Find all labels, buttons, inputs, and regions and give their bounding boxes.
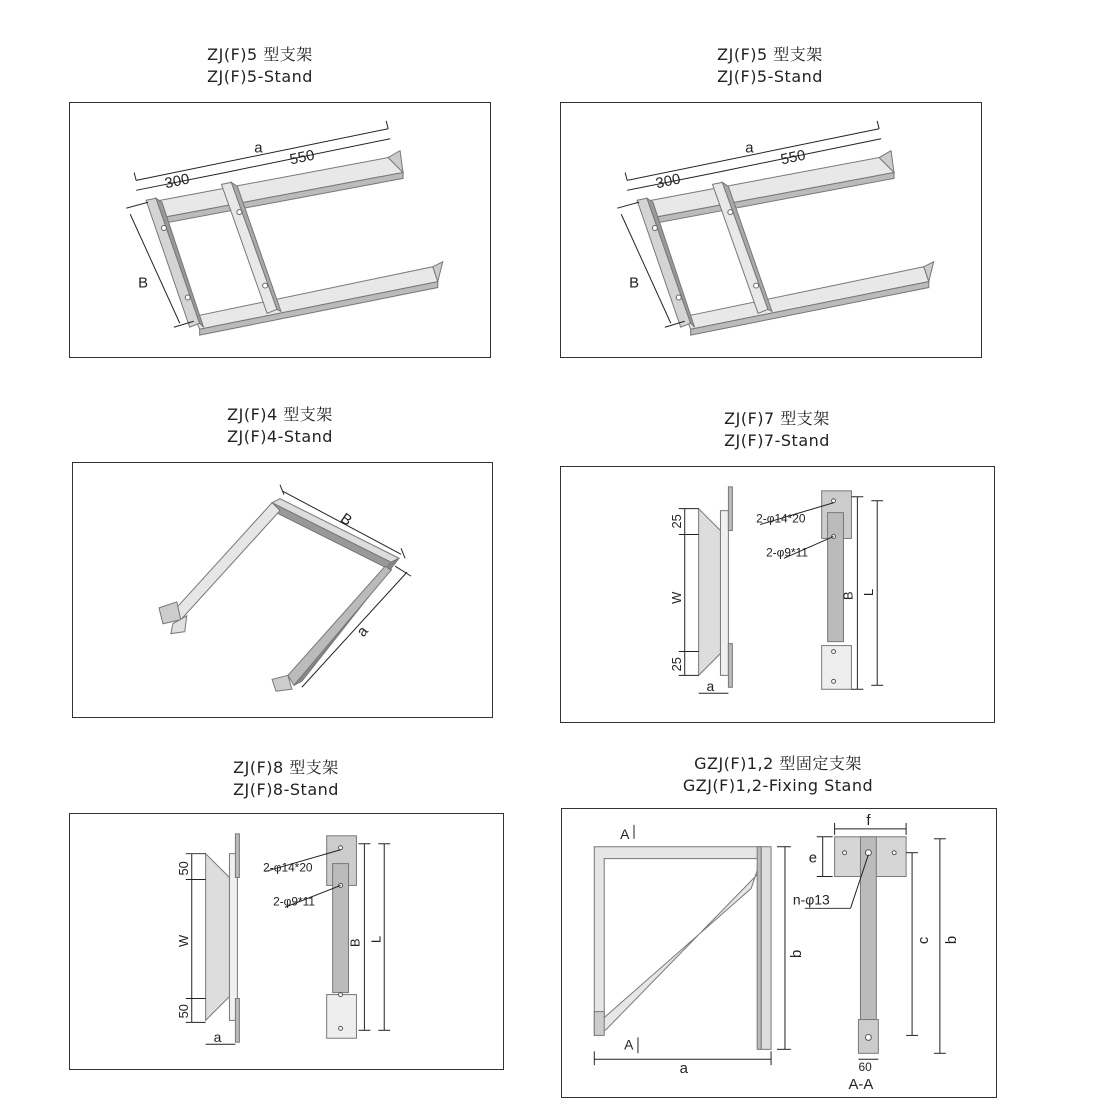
title-en: GZJ(F)1,2-Fixing Stand (682, 776, 874, 795)
dim-a: a (213, 1029, 222, 1046)
panel-zj5-right (560, 102, 982, 358)
dim-b: B (138, 275, 149, 292)
panel-zj8 (69, 813, 504, 1070)
title-zj5-right (640, 44, 900, 88)
dim-e: e (808, 850, 818, 867)
panel-zj5-left (69, 102, 491, 358)
hole-label: n-φ13 (792, 891, 830, 908)
dim-b-right: b (943, 935, 960, 945)
title-cn: ZJ(F)5 型支架 (207, 45, 313, 64)
title-cn: ZJ(F)8 型支架 (233, 758, 339, 777)
hole-label-2: 2-φ9*11 (273, 894, 315, 909)
title-cn: ZJ(F)7 型支架 (724, 409, 830, 428)
dim-a: a (706, 678, 715, 695)
zj4-diagram (73, 463, 492, 717)
dim-l: L (368, 935, 384, 943)
title-cn: ZJ(F)5 型支架 (717, 45, 823, 64)
dim-550: 550 (288, 147, 317, 169)
dim-w: W (668, 591, 684, 604)
title-zj4 (150, 404, 410, 448)
dim-b: B (337, 510, 355, 530)
dim-60: 60 (858, 1060, 872, 1075)
hole-label-2: 2-φ9*11 (766, 545, 808, 560)
dim-300: 300 (654, 171, 683, 193)
dim-c: c (915, 936, 932, 945)
section-mark-bottom: A (624, 1036, 634, 1053)
title-en: ZJ(F)7-Stand (724, 431, 830, 450)
title-zj5-left (130, 44, 390, 88)
dim-a: a (745, 140, 754, 157)
dim-a: a (254, 140, 263, 157)
dim-a: a (679, 1061, 688, 1078)
section-mark-top: A (620, 825, 630, 842)
title-cn: ZJ(F)4 型支架 (227, 405, 333, 424)
dim-300: 300 (163, 171, 192, 193)
zj8-diagram (70, 814, 503, 1069)
title-gzj (628, 753, 928, 797)
dim-b: B (629, 275, 640, 292)
dim-bottom: 50 (175, 1004, 191, 1019)
title-zj8 (156, 757, 416, 801)
zj5-diagram (561, 103, 981, 357)
dim-b: B (347, 938, 363, 947)
panel-gzj (561, 808, 997, 1098)
title-en: ZJ(F)5-Stand (717, 67, 823, 86)
hole-label-1: 2-φ14*20 (263, 860, 313, 875)
dim-bottom: 25 (668, 657, 684, 672)
dim-top: 50 (175, 861, 191, 876)
gzj-diagram (562, 809, 996, 1097)
title-en: ZJ(F)4-Stand (227, 427, 333, 446)
dim-top: 25 (668, 514, 684, 529)
title-en: ZJ(F)8-Stand (233, 780, 339, 799)
panel-zj7 (560, 466, 995, 723)
dim-b-left: b (788, 949, 805, 958)
zj5-diagram (70, 103, 490, 357)
zj7-diagram (561, 467, 994, 722)
title-zj7 (647, 408, 907, 452)
dim-a: a (354, 623, 372, 641)
section-label: A-A (848, 1077, 874, 1094)
dim-b: B (840, 591, 856, 600)
dim-w: W (175, 934, 191, 947)
title-en: ZJ(F)5-Stand (207, 67, 313, 86)
dim-550: 550 (779, 147, 808, 169)
hole-label-1: 2-φ14*20 (756, 511, 806, 526)
title-cn: GZJ(F)1,2 型固定支架 (694, 754, 862, 773)
dim-f: f (866, 812, 871, 829)
panel-zj4 (72, 462, 493, 718)
dim-l: L (861, 588, 877, 596)
